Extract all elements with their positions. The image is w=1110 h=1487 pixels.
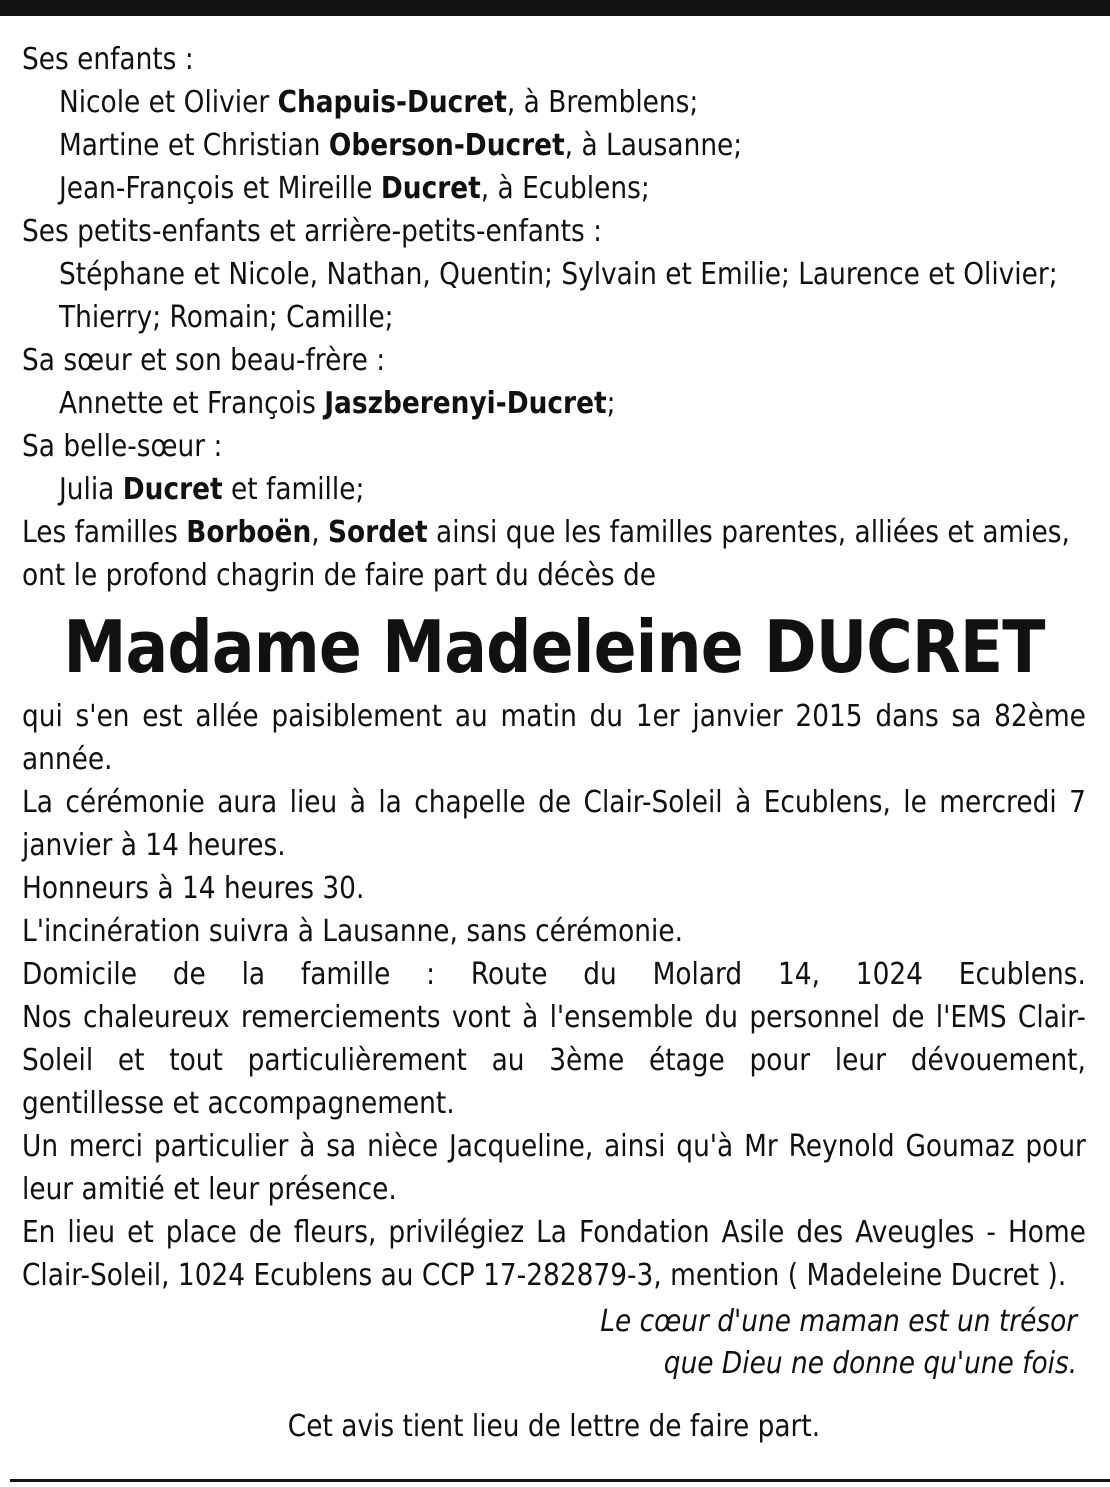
- grandchildren-list: Stéphane et Nicole, Nathan, Quentin; Sylvain et Emilie; Laurence et Olivier; Thierry; Romain; Camille;: [58, 257, 1058, 335]
- families-paragraph: [22, 511, 1086, 597]
- cremation-paragraph: L'incinération suivra à Lausanne, sans cérémonie.: [22, 914, 683, 949]
- child-place: , à Ecublens;: [480, 171, 650, 206]
- bottom-border-rule: [10, 1479, 1110, 1482]
- sibling-end: ;: [606, 386, 616, 421]
- sibling-first-names: Annette et François: [58, 386, 316, 421]
- child-place: , à Lausanne;: [564, 128, 743, 163]
- families-prefix: Les familles: [22, 515, 178, 550]
- donation-paragraph: En lieu et place de fleurs, privilégiez La Fondation Asile des Aveugles - Home Clair-Soleil, 1024 Ecublens au CCP 17-282879-3, mention ( Madeleine Ducret ).: [22, 1215, 1086, 1293]
- child-first-names: Nicole et Olivier: [58, 85, 270, 120]
- sibling-label: Sa sœur et son beau-frère :: [22, 343, 386, 378]
- family-name-borboen: Borboën: [186, 515, 312, 550]
- sister-in-law-entry: [22, 468, 1086, 511]
- sister-in-law-end: et famille;: [231, 472, 365, 507]
- quote-line-1: Le cœur d'une maman est un trésor: [600, 1304, 1078, 1339]
- child-first-names: Martine et Christian: [58, 128, 321, 163]
- sister-in-law-surname: Ducret: [122, 472, 223, 507]
- children-label: Ses enfants :: [22, 42, 194, 77]
- top-border-rule: [0, 0, 1110, 16]
- sister-in-law-label: Sa belle-sœur :: [22, 429, 223, 464]
- quote-line-2: que Dieu ne donne qu'une fois.: [663, 1346, 1078, 1381]
- honours-paragraph: Honneurs à 14 heures 30.: [22, 871, 365, 906]
- family-name-sordet: Sordet: [328, 515, 428, 550]
- sister-in-law-first-name: Julia: [58, 472, 115, 507]
- grandchildren-label: Ses petits-enfants et arrière-petits-enfants :: [22, 214, 603, 249]
- child-surname: Oberson-Ducret: [328, 128, 565, 163]
- child-surname: Ducret: [380, 171, 481, 206]
- families-rest: ainsi que les familles parentes, alliées et amies, ont le profond chagrin de faire part du décès de: [22, 515, 1070, 593]
- child-surname: Chapuis-Ducret: [277, 85, 507, 120]
- sibling-surname: Jaszberenyi-Ducret: [324, 386, 607, 421]
- footer-note: Cet avis tient lieu de lettre de faire part.: [287, 1409, 821, 1444]
- thanks-paragraph: Nos chaleureux remerciements vont à l'ensemble du personnel de l'EMS Clair-Soleil et tout particulièrement au 3ème étage pour leur dévouement, gentillesse et accompagnement.: [22, 1000, 1086, 1121]
- death-notice: [22, 38, 1086, 1448]
- passed-paragraph: qui s'en est allée paisiblement au matin du 1er janvier 2015 dans sa 82ème année.: [22, 699, 1086, 777]
- child-entry: [22, 124, 1086, 167]
- sibling-entry: [22, 382, 1086, 425]
- families-separator: ,: [311, 515, 320, 550]
- child-entry: [22, 167, 1086, 210]
- child-entry: [22, 81, 1086, 124]
- special-thanks-paragraph: Un merci particulier à sa nièce Jacqueline, ainsi qu'à Mr Reynold Goumaz pour leur amitié et leur présence.: [22, 1129, 1086, 1207]
- child-first-names: Jean-François et Mireille: [58, 171, 373, 206]
- child-place: , à Bremblens;: [506, 85, 699, 120]
- closing-quote: [22, 1301, 1086, 1385]
- ceremony-paragraph: La cérémonie aura lieu à la chapelle de Clair-Soleil à Ecublens, le mercredi 7 janvier à 14 heures.: [22, 785, 1086, 863]
- deceased-name: Madame Madeleine DUCRET: [63, 605, 1045, 689]
- domicile-paragraph: Domicile de la famille : Route du Molard 14, 1024 Ecublens.: [22, 957, 1086, 992]
